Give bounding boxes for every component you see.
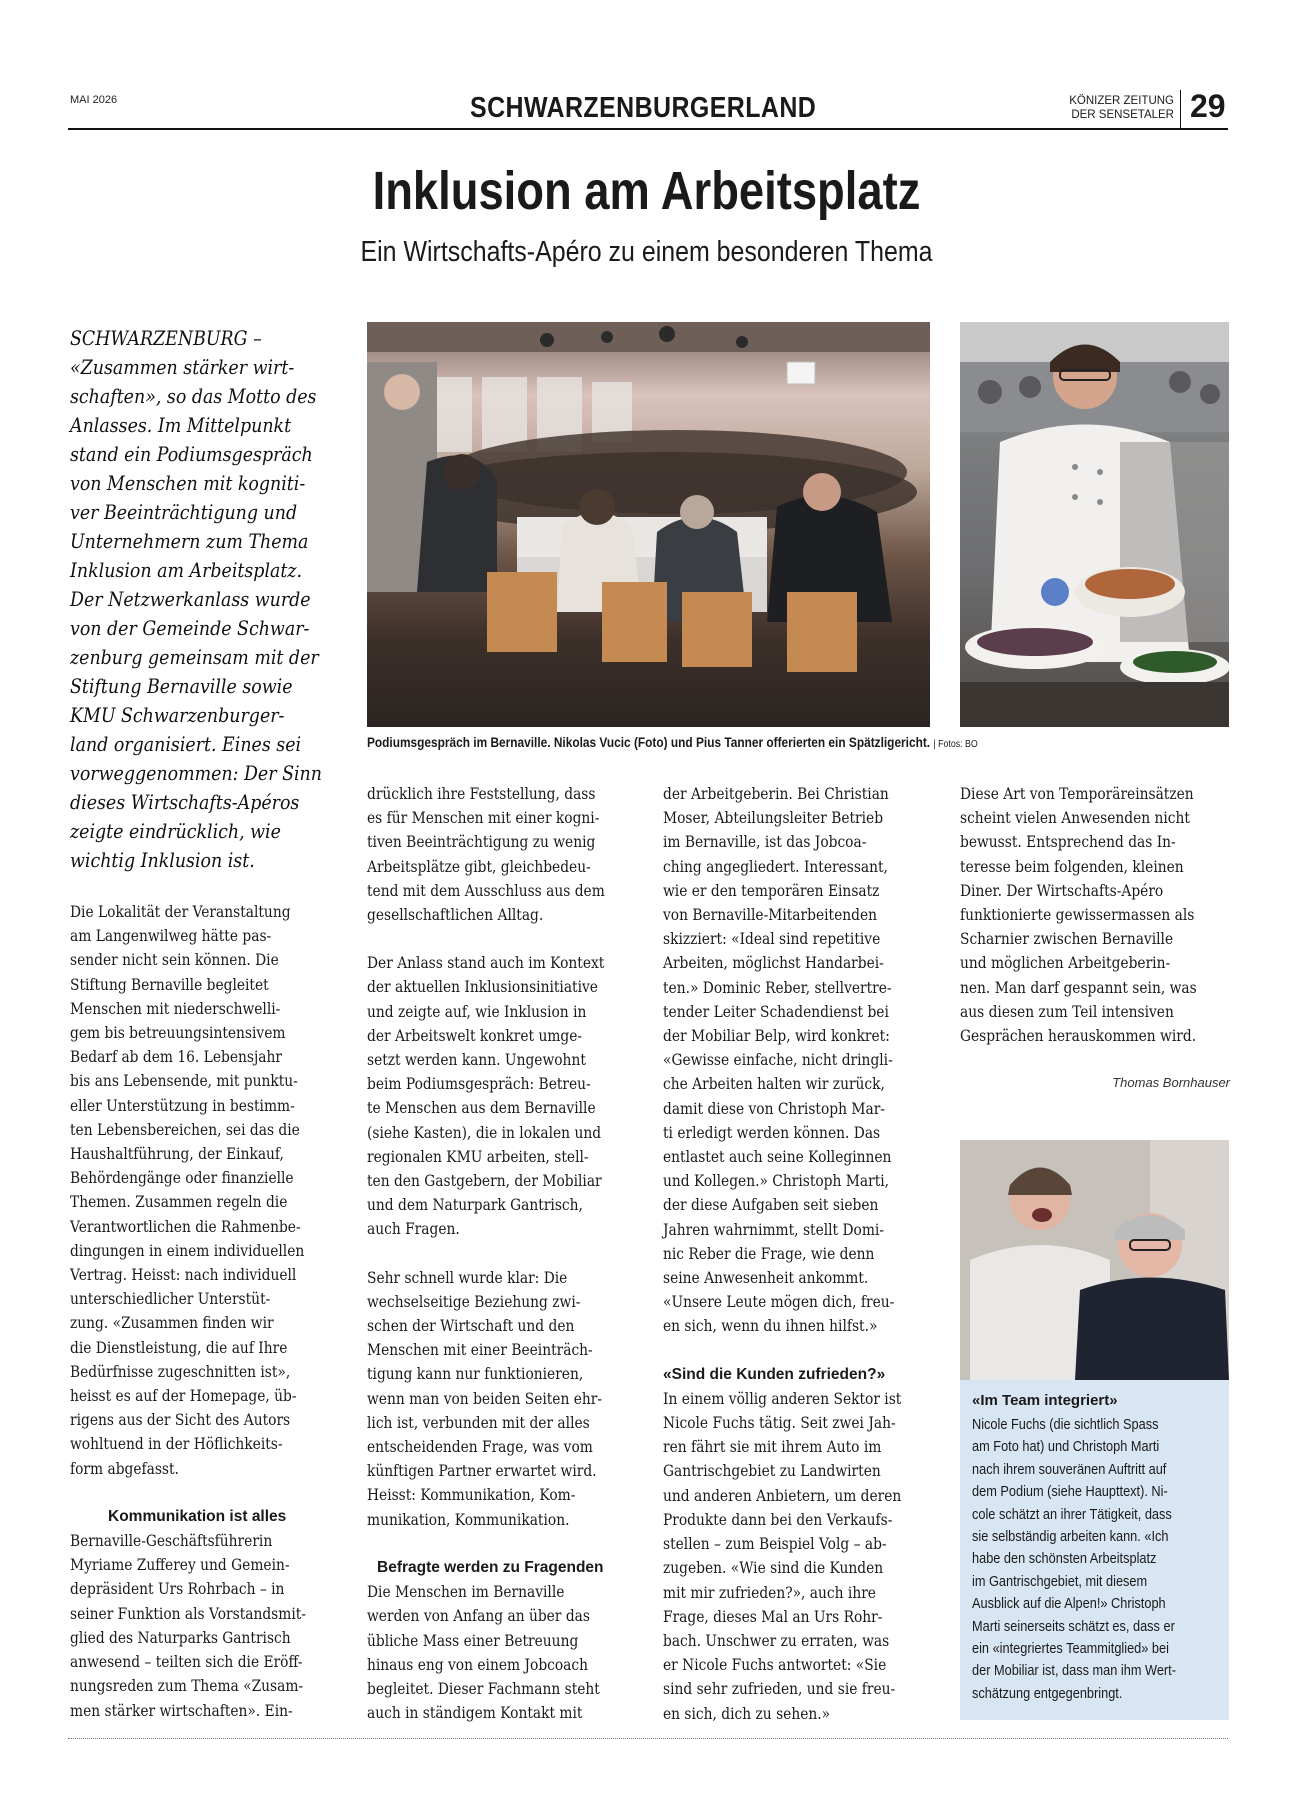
- text-line: Diese Art von Temporäreinsätzen: [960, 785, 1194, 803]
- text-line: Nicole Fuchs (die sichtlich Spass: [972, 1417, 1159, 1433]
- text-line: bach. Unschwer zu erraten, was: [663, 1631, 890, 1650]
- text-line: nungsreden zum Thema «Zusam-: [70, 1677, 304, 1696]
- text-line: künftigen Partner erwartet wird.: [367, 1462, 597, 1481]
- lead-line: von der Gemeinde Schwar-: [70, 616, 310, 640]
- text-line: rigens aus der Sicht des Autors: [70, 1411, 291, 1430]
- article-column-1: [70, 900, 340, 1723]
- text-line: teresse beim folgenden, kleinen: [960, 857, 1184, 876]
- text-line: aus diesen zum Teil intensiven: [960, 1002, 1174, 1021]
- text-line: Menschen mit einer Beeinträch-: [367, 1341, 593, 1360]
- text-line: der Mobiliar Belp, wird konkret:: [663, 1027, 890, 1046]
- text-line: Diner. Der Wirtschafts-Apéro: [960, 881, 1164, 900]
- lead-line: SCHWARZENBURG –: [70, 326, 262, 350]
- column-3-paragraph-1: [663, 782, 933, 1339]
- text-line: auch in ständigem Kontakt mit: [367, 1704, 583, 1723]
- text-line: am Langenwilweg hätte pas-: [70, 927, 272, 946]
- text-line: Moser, Abteilungsleiter Betrieb: [663, 809, 884, 828]
- author-byline: Thomas Bornhauser: [1112, 1075, 1230, 1090]
- text-line: mit mir zufrieden?», auch ihre: [663, 1583, 876, 1602]
- text-line: glied des Naturparks Gantrisch: [70, 1628, 291, 1647]
- text-line: seiner Funktion als Vorstandsmit-: [70, 1604, 306, 1623]
- text-line: heisst es auf der Homepage, üb-: [70, 1387, 297, 1406]
- text-line: tender Leiter Schadendienst bei: [663, 1002, 889, 1021]
- text-line: Sehr schnell wurde klar: Die: [367, 1268, 568, 1287]
- text-line: gem bis betreuungsintensivem: [70, 1024, 286, 1043]
- text-line: der diese Aufgaben seit sieben: [663, 1196, 879, 1215]
- text-line: im Bernaville, ist das Jobcoa-: [663, 833, 867, 852]
- text-line: Marti seinerseits schätzt es, dass er: [972, 1618, 1175, 1635]
- publication-line-1: KÖNIZER ZEITUNG: [1069, 95, 1174, 107]
- column-1-paragraph-2: [70, 1529, 340, 1723]
- box-heading: «Im Team integriert»: [972, 1392, 1118, 1409]
- text-line: Der Anlass stand auch im Kontext: [367, 954, 605, 973]
- text-line: ein «integriertes Teammitglied» bei: [972, 1641, 1169, 1658]
- text-line: damit diese von Christoph Mar-: [663, 1099, 885, 1118]
- text-line: anwesend – teilten sich die Eröff-: [70, 1653, 303, 1672]
- text-line: nen. Man darf gespannt sein, was: [960, 978, 1197, 997]
- text-line: Bedarf ab dem 16. Lebensjahr: [70, 1048, 282, 1067]
- text-line: Verantwortlichen die Rahmenbe-: [70, 1217, 301, 1236]
- text-line: In einem völlig anderen Sektor ist: [663, 1389, 902, 1408]
- text-line: sind sehr zufrieden, und sie freu-: [663, 1680, 896, 1699]
- text-line: (siehe Kasten), die in lokalen und: [367, 1123, 602, 1142]
- text-line: dem Podium (siehe Haupttext). Ni-: [972, 1484, 1168, 1501]
- subheading-questioners: Befragte werden zu Fragenden: [377, 1558, 604, 1576]
- text-line: «Gewisse einfache, nicht dringli-: [663, 1051, 893, 1070]
- text-line: Arbeiten, möglichst Handarbei-: [663, 954, 884, 973]
- text-line: depräsident Urs Rohrbach – in: [70, 1580, 285, 1599]
- article-column-2: [367, 782, 637, 1725]
- text-line: stellen – zum Beispiel Volg – ab-: [663, 1535, 887, 1554]
- text-line: Nicole Fuchs tätig. Seit zwei Jah-: [663, 1414, 896, 1433]
- lead-line: von Menschen mit kogniti-: [70, 471, 306, 495]
- text-line: Ausblick auf die Alpen!» Christoph: [972, 1596, 1166, 1613]
- article-subtitle: Ein Wirtschafts-Apéro zu einem besonderen Thema: [360, 236, 933, 268]
- podium-photo: [367, 322, 930, 727]
- text-line: nach ihrem souveränen Auftritt auf: [972, 1461, 1167, 1478]
- text-line: en sich, wenn du ihnen hilfst.»: [663, 1317, 878, 1336]
- column-2-paragraph-3: [367, 1266, 637, 1532]
- article-column-4: [960, 782, 1230, 1048]
- text-line: Myriame Zufferey und Gemein-: [70, 1556, 290, 1575]
- text-line: eller Unterstützung in bestimm-: [70, 1096, 295, 1115]
- lead-line: Inklusion am Arbeitsplatz.: [70, 558, 303, 582]
- text-line: wie er den temporären Einsatz: [663, 881, 880, 900]
- column-1-paragraph-1: [70, 900, 340, 1481]
- text-line: entlastet auch seine Kolleginnen: [663, 1148, 892, 1167]
- lead-line: zeigte eindrücklich, wie: [70, 819, 281, 843]
- lead-line: zenburg gemeinsam mit der: [70, 645, 319, 669]
- text-line: Behördengänge oder finanzielle: [70, 1169, 294, 1188]
- photo-caption: [367, 735, 1133, 750]
- text-line: Produkte dann bei den Verkaufs-: [663, 1510, 893, 1529]
- box-text: [972, 1414, 1222, 1705]
- photo-caption-text: Podiumsgespräch im Bernaville. Nikolas Vucic (Foto) und Pius Tanner offerierten ein Spätzligericht.: [367, 735, 931, 750]
- publication-line-2: DER SENSETALER: [1071, 109, 1174, 121]
- lead-line: stand ein Podiumsgespräch: [70, 442, 313, 466]
- lead-line: KMU Schwarzenburger-: [70, 703, 285, 727]
- lead-line: vorweggenommen: Der Sinn: [70, 761, 322, 785]
- text-line: te Menschen aus dem Bernaville: [367, 1099, 596, 1118]
- text-line: begleitet. Dieser Fachmann steht: [367, 1679, 600, 1698]
- text-line: Menschen mit niederschwelli-: [70, 999, 281, 1018]
- lead-line: Anlasses. Im Mittelpunkt: [70, 413, 292, 437]
- text-line: und zeigte auf, wie Inklusion in: [367, 1002, 587, 1021]
- article-column-3: [663, 782, 933, 1726]
- column-2-paragraph-4: [367, 1580, 637, 1725]
- text-line: regionalen KMU arbeiten, stell-: [367, 1147, 589, 1166]
- section-title: SCHWARZENBURGERLAND: [470, 92, 817, 124]
- header-rule: [68, 128, 1228, 130]
- lead-line: Unternehmern zum Thema: [70, 529, 309, 553]
- text-line: zugeben. «Wie sind die Kunden: [663, 1559, 884, 1578]
- text-line: es für Menschen mit einer kogni-: [367, 809, 600, 828]
- text-line: unterschiedlicher Unterstüt-: [70, 1290, 271, 1309]
- text-line: Stiftung Bernaville begleitet: [70, 975, 269, 994]
- text-line: gesellschaftlichen Alltag.: [367, 906, 544, 925]
- text-line: und anderen Anbietern, um deren: [663, 1486, 902, 1505]
- photo-credit: | Fotos: BO: [933, 739, 978, 750]
- text-line: Die Lokalität der Veranstaltung: [70, 903, 291, 921]
- text-line: munikation, Kommunikation.: [367, 1510, 570, 1529]
- text-line: hinaus eng von einem Jobcoach: [367, 1655, 589, 1674]
- text-line: Scharnier zwischen Bernaville: [960, 930, 1174, 949]
- subheading-customers: «Sind die Kunden zufrieden?»: [663, 1365, 886, 1383]
- text-line: der Mobiliar ist, dass man ihm Wert-: [972, 1663, 1176, 1680]
- text-line: wenn man von beiden Seiten ehr-: [367, 1389, 603, 1408]
- lead-line: schaften», so das Motto des: [70, 384, 317, 408]
- text-line: scheint vielen Anwesenden nicht: [960, 809, 1190, 828]
- text-line: der aktuellen Inklusionsinitiative: [367, 978, 598, 997]
- lead-line: Der Netzwerkanlass wurde: [70, 587, 311, 611]
- text-line: übliche Mass einer Betreuung: [367, 1631, 579, 1650]
- text-line: cole schätzt an ihrer Tätigkeit, dass: [972, 1506, 1172, 1523]
- text-line: ten den Gastgebern, der Mobiliar: [367, 1172, 602, 1191]
- text-line: tigung kann nur funktionieren,: [367, 1365, 584, 1384]
- text-line: form abgefasst.: [70, 1459, 179, 1478]
- publication-name: [1068, 94, 1174, 122]
- column-2-paragraph-2: [367, 951, 637, 1241]
- text-line: setzt werden kann. Ungewohnt: [367, 1051, 586, 1070]
- text-line: tiven Beeinträchtigung zu wenig: [367, 833, 596, 852]
- text-line: lich ist, verbunden mit der alles: [367, 1413, 590, 1432]
- text-line: Arbeitsplätze gibt, gleichbedeu-: [367, 857, 591, 876]
- text-line: auch Fragen.: [367, 1220, 460, 1239]
- text-line: schen der Wirtschaft und den: [367, 1317, 575, 1336]
- text-line: habe den schönsten Arbeitsplatz: [972, 1551, 1157, 1568]
- text-line: seine Anwesenheit ankommt.: [663, 1269, 869, 1288]
- column-4-paragraph-1: [960, 782, 1230, 1048]
- team-photo: [960, 1140, 1229, 1380]
- lead-line: «Zusammen stärker wirt-: [70, 355, 295, 379]
- text-line: die Dienstleistung, die auf Ihre: [70, 1338, 288, 1357]
- text-line: Jahren wahrnimmt, stellt Domi-: [663, 1220, 885, 1239]
- text-line: Heisst: Kommunikation, Kom-: [367, 1486, 576, 1505]
- text-line: Haushaltführung, der Einkauf,: [70, 1145, 284, 1164]
- issue-date: MAI 2026: [70, 94, 118, 106]
- text-line: und dem Naturpark Gantrisch,: [367, 1196, 583, 1215]
- page-number: 29: [1190, 88, 1226, 124]
- text-line: Gantrischgebiet zu Landwirten: [663, 1462, 881, 1481]
- text-line: wechselseitige Beziehung zwi-: [367, 1292, 581, 1311]
- text-line: dingungen in einem individuellen: [70, 1241, 305, 1260]
- text-line: Themen. Zusammen regeln die: [70, 1193, 288, 1212]
- text-line: funktionierte gewissermassen als: [960, 906, 1195, 925]
- subheading-communication: Kommunikation ist alles: [108, 1507, 287, 1525]
- text-line: en sich, dich zu sehen.»: [663, 1704, 831, 1723]
- text-line: skizziert: «Ideal sind repetitive: [663, 930, 881, 949]
- column-2-paragraph-1: [367, 782, 637, 927]
- text-line: sie selbständig arbeiten kann. «Ich: [972, 1529, 1169, 1546]
- lead-line: ver Beeinträchtigung und: [70, 500, 298, 524]
- text-line: che Arbeiten halten wir zurück,: [663, 1075, 885, 1094]
- text-line: werden von Anfang an über das: [367, 1607, 590, 1626]
- text-line: im Gantrischgebiet, mit diesem: [972, 1573, 1148, 1590]
- text-line: ti erledigt werden können. Das: [663, 1123, 881, 1142]
- text-line: nic Reber die Frage, wie denn: [663, 1244, 875, 1263]
- text-line: am Foto hat) und Christoph Marti: [972, 1439, 1160, 1456]
- text-line: Vertrag. Heisst: nach individuell: [70, 1266, 297, 1285]
- lead-line: wichtig Inklusion ist.: [70, 848, 255, 872]
- text-line: «Unsere Leute mögen dich, freu-: [663, 1293, 895, 1312]
- text-line: sender nicht sein können. Die: [70, 951, 279, 970]
- lead-line: Stiftung Bernaville sowie: [70, 674, 293, 698]
- text-line: wohltuend in der Höflichkeits-: [70, 1435, 283, 1454]
- text-line: er Nicole Fuchs antwortet: «Sie: [663, 1656, 887, 1675]
- article-title: Inklusion am Arbeitsplatz: [372, 161, 921, 221]
- text-line: und möglichen Arbeitgeberin-: [960, 954, 1171, 973]
- article-lead: [70, 324, 340, 875]
- header-separator: [1180, 90, 1181, 130]
- lead-line: land organisiert. Eines sei: [70, 732, 302, 756]
- text-line: ching angegliedert. Interessant,: [663, 857, 888, 876]
- text-line: Bernaville-Geschäftsführerin: [70, 1532, 273, 1551]
- lead-line: dieses Wirtschafts-Apéros: [70, 790, 300, 814]
- sidebar-box: [960, 1380, 1229, 1720]
- text-line: und Kollegen.» Christoph Marti,: [663, 1172, 890, 1191]
- text-line: ren fährt sie mit ihrem Auto im: [663, 1438, 882, 1457]
- bottom-rule: [68, 1738, 1228, 1739]
- text-line: bewusst. Entsprechend das In-: [960, 833, 1176, 852]
- text-line: Bedürfnisse zugeschnitten ist»,: [70, 1362, 291, 1381]
- text-line: der Arbeitgeberin. Bei Christian: [663, 785, 889, 803]
- text-line: Gesprächen herauskommen wird.: [960, 1027, 1197, 1046]
- text-line: Frage, dieses Mal an Urs Rohr-: [663, 1607, 883, 1626]
- text-line: von Bernaville-Mitarbeitenden: [663, 906, 878, 925]
- text-line: zung. «Zusammen finden wir: [70, 1314, 274, 1333]
- text-line: Die Menschen im Bernaville: [367, 1583, 565, 1602]
- text-line: tend mit dem Ausschluss aus dem: [367, 881, 605, 900]
- text-line: ten Lebensbereichen, sei das die: [70, 1120, 300, 1139]
- column-3-paragraph-2: [663, 1387, 933, 1726]
- chef-photo: [960, 322, 1229, 727]
- text-line: der Arbeitswelt konkret umge-: [367, 1026, 583, 1045]
- text-line: beim Podiumsgespräch: Betreu-: [367, 1075, 591, 1094]
- text-line: drücklich ihre Feststellung, dass: [367, 785, 596, 803]
- text-line: schätzung entgegenbringt.: [972, 1685, 1123, 1702]
- text-line: entscheidenden Frage, was vom: [367, 1438, 593, 1457]
- text-line: ten.» Dominic Reber, stellvertre-: [663, 978, 892, 997]
- text-line: men stärker wirtschaften». Ein-: [70, 1701, 293, 1720]
- text-line: bis ans Lebensende, mit punktu-: [70, 1072, 298, 1091]
